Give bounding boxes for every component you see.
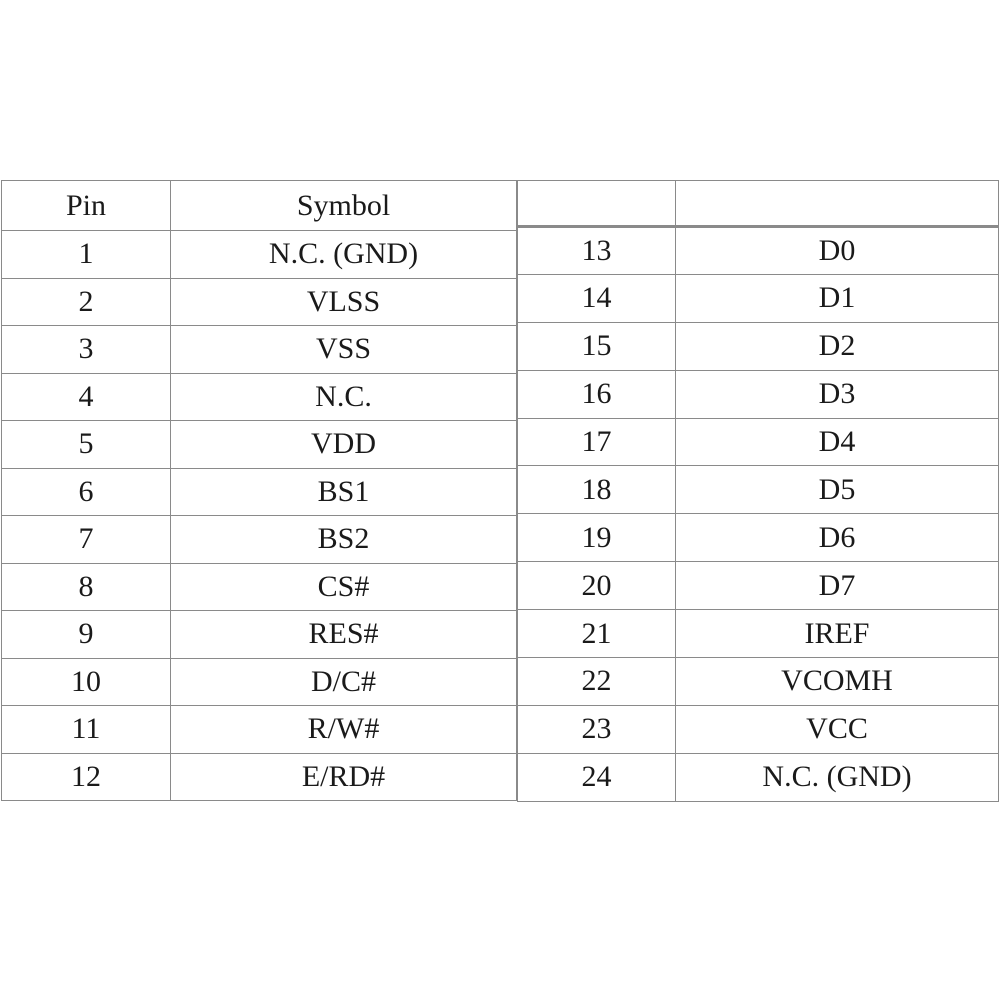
pin-symbol: D5: [676, 466, 999, 514]
pin-number: 10: [2, 658, 171, 706]
table-row: [518, 322, 999, 370]
table-row: [518, 514, 999, 562]
pin-symbol: VDD: [171, 421, 517, 469]
symbol-column-header: [676, 181, 999, 227]
pin-symbol: D7: [676, 562, 999, 610]
pin-symbol: IREF: [676, 610, 999, 658]
table-row: [2, 231, 517, 279]
pin-number: 23: [518, 705, 676, 753]
table-row: [518, 274, 999, 322]
pin-symbol: VLSS: [171, 278, 517, 326]
pin-number: 9: [2, 611, 171, 659]
table-row: [2, 326, 517, 374]
pin-symbol: D/C#: [171, 658, 517, 706]
pin-number: 20: [518, 562, 676, 610]
pin-number: 16: [518, 370, 676, 418]
table-header-row: [2, 181, 517, 231]
pin-symbol: D0: [676, 227, 999, 275]
pin-number: 18: [518, 466, 676, 514]
table-row: [2, 611, 517, 659]
pin-table-right: [517, 180, 999, 802]
table-row: [518, 705, 999, 753]
pin-symbol: D1: [676, 274, 999, 322]
pin-number: 12: [2, 753, 171, 801]
table-row: [2, 516, 517, 564]
pin-symbol: E/RD#: [171, 753, 517, 801]
table-row: [518, 466, 999, 514]
pin-number: 24: [518, 753, 676, 801]
pin-table-left: [1, 180, 517, 801]
pin-symbol: D4: [676, 418, 999, 466]
table-row: [518, 562, 999, 610]
pin-symbol: VSS: [171, 326, 517, 374]
table-row: [2, 563, 517, 611]
table-row: [518, 418, 999, 466]
pin-number: 7: [2, 516, 171, 564]
pin-number: 21: [518, 610, 676, 658]
table-row: [2, 753, 517, 801]
pin-number: 6: [2, 468, 171, 516]
pin-number: 22: [518, 658, 676, 706]
pin-symbol: BS2: [171, 516, 517, 564]
pin-number: 4: [2, 373, 171, 421]
table-row: [518, 227, 999, 275]
table-row: [518, 370, 999, 418]
pin-symbol: VCC: [676, 705, 999, 753]
table-row: [2, 278, 517, 326]
pin-number: 14: [518, 274, 676, 322]
pin-number: 17: [518, 418, 676, 466]
pin-number: 2: [2, 278, 171, 326]
pin-number: 15: [518, 322, 676, 370]
pin-number: 11: [2, 706, 171, 754]
table-row: [2, 706, 517, 754]
pin-symbol: BS1: [171, 468, 517, 516]
table-row: [2, 373, 517, 421]
pin-symbol: D3: [676, 370, 999, 418]
pin-symbol: R/W#: [171, 706, 517, 754]
pin-column-header: Pin: [2, 181, 171, 231]
table-header-row: [518, 181, 999, 227]
table-row: [518, 658, 999, 706]
pin-number: 3: [2, 326, 171, 374]
pin-symbol: N.C.: [171, 373, 517, 421]
pin-number: 19: [518, 514, 676, 562]
pin-symbol: VCOMH: [676, 658, 999, 706]
pin-column-header: [518, 181, 676, 227]
pin-symbol: D6: [676, 514, 999, 562]
pin-symbol: N.C. (GND): [676, 753, 999, 801]
table-row: [2, 421, 517, 469]
pin-number: 5: [2, 421, 171, 469]
pin-number: 13: [518, 227, 676, 275]
symbol-column-header: Symbol: [171, 181, 517, 231]
table-row: [2, 468, 517, 516]
table-row: [518, 753, 999, 801]
pin-symbol: D2: [676, 322, 999, 370]
pin-number: 1: [2, 231, 171, 279]
pin-number: 8: [2, 563, 171, 611]
pin-symbol: N.C. (GND): [171, 231, 517, 279]
table-row: [2, 658, 517, 706]
pin-symbol: CS#: [171, 563, 517, 611]
table-row: [518, 610, 999, 658]
pin-symbol: RES#: [171, 611, 517, 659]
